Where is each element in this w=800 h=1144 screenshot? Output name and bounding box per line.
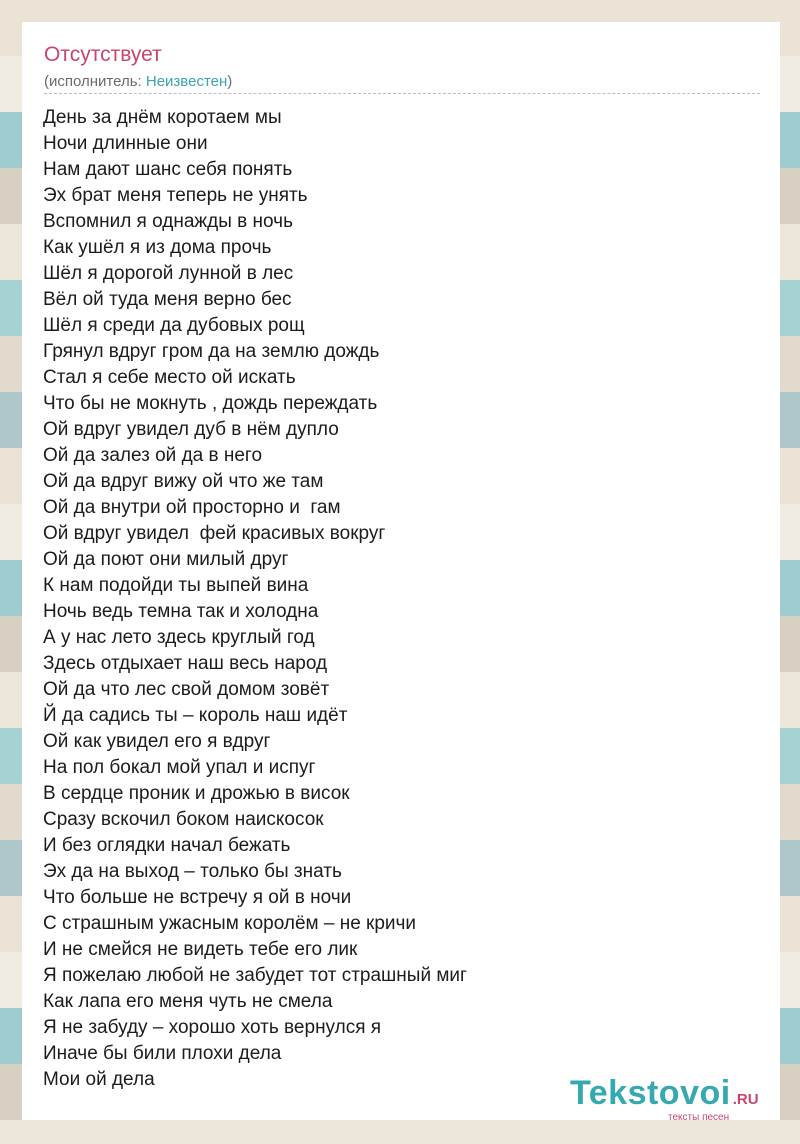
lyric-line: Здесь отдыхает наш весь народ (43, 653, 328, 674)
lyric-line: Эх брат меня теперь не унять (43, 185, 308, 206)
lyric-line: Ой да что лес свой домом зовёт (43, 679, 330, 700)
lyric-line: Ой да внутри ой просторно и гам (43, 497, 341, 518)
lyric-line: Вспомнил я однажды в ночь (43, 211, 293, 232)
lyric-line: Ночь ведь темна так и холодна (43, 601, 319, 622)
lyric-line: Как ушёл я из дома прочь (43, 237, 272, 258)
lyric-line: Ой да залез ой да в него (43, 445, 263, 466)
lyric-line: Как лапа его меня чуть не смела (43, 991, 333, 1012)
lyric-line: Ой вдруг увидел фей красивых вокруг (43, 523, 386, 544)
artist-suffix: ) (227, 73, 233, 90)
lyric-line: Мои ой дела (43, 1069, 155, 1090)
lyric-line: Й да садись ты – король наш идёт (43, 705, 348, 726)
artist-prefix: (исполнитель: (44, 73, 146, 90)
lyric-line: Грянул вдруг гром да на землю дождь (43, 341, 380, 362)
site-logo[interactable] (570, 1074, 759, 1123)
lyric-line: Я пожелаю любой не забудет тот страшный миг (43, 965, 467, 986)
lyric-line: День за днём коротаем мы (43, 107, 282, 128)
lyrics-list (43, 105, 467, 1093)
lyric-line: Иначе бы били плохи дела (43, 1043, 282, 1064)
lyric-line: Ой да поют они милый друг (43, 549, 289, 570)
song-title: Отсутствует (44, 43, 162, 66)
lyric-line: На пол бокал мой упал и испуг (43, 757, 316, 778)
lyric-line: Что больше не встречу я ой в ночи (43, 887, 352, 908)
lyric-line: В сердце проник и дрожью в висок (43, 783, 350, 804)
lyric-line: Что бы не мокнуть , дождь переждать (43, 393, 378, 414)
logo-tld: .RU (732, 1091, 759, 1108)
lyric-line: Шёл я дорогой лунной в лес (43, 263, 294, 284)
lyric-line: К нам подойди ты выпей вина (43, 575, 309, 596)
lyric-line: Вёл ой туда меня верно бес (43, 289, 292, 310)
lyric-line: Стал я себе место ой искать (43, 367, 296, 388)
lyric-line: Ой как увидел его я вдруг (43, 731, 271, 752)
artist-line (44, 73, 232, 90)
logo-brand: Tekstovoi (570, 1074, 731, 1112)
lyric-line: Нам дают шанс себя понять (43, 159, 293, 180)
logo-tagline: тексты песен (668, 1112, 730, 1123)
lyric-line: С страшным ужасным королём – не кричи (43, 913, 417, 934)
divider (44, 93, 760, 94)
lyric-line: Эх да на выход – только бы знать (43, 861, 342, 882)
lyric-line: И не смейся не видеть тебе его лик (43, 939, 358, 960)
lyrics-card (22, 22, 780, 1123)
lyric-line: Сразу вскочил боком наискосок (43, 809, 324, 830)
lyric-line: Ой вдруг увидел дуб в нём дупло (43, 419, 339, 440)
lyric-line: Ночи длинные они (43, 133, 208, 154)
lyric-line: И без оглядки начал бежать (43, 835, 291, 856)
lyric-line: Ой да вдруг вижу ой что же там (43, 471, 324, 492)
lyric-line: А у нас лето здесь круглый год (43, 627, 315, 648)
lyric-line: Я не забуду – хорошо хоть вернулся я (43, 1017, 382, 1038)
lyric-line: Шёл я среди да дубовых рощ (43, 315, 305, 336)
artist-link[interactable]: Неизвестен (145, 73, 228, 90)
